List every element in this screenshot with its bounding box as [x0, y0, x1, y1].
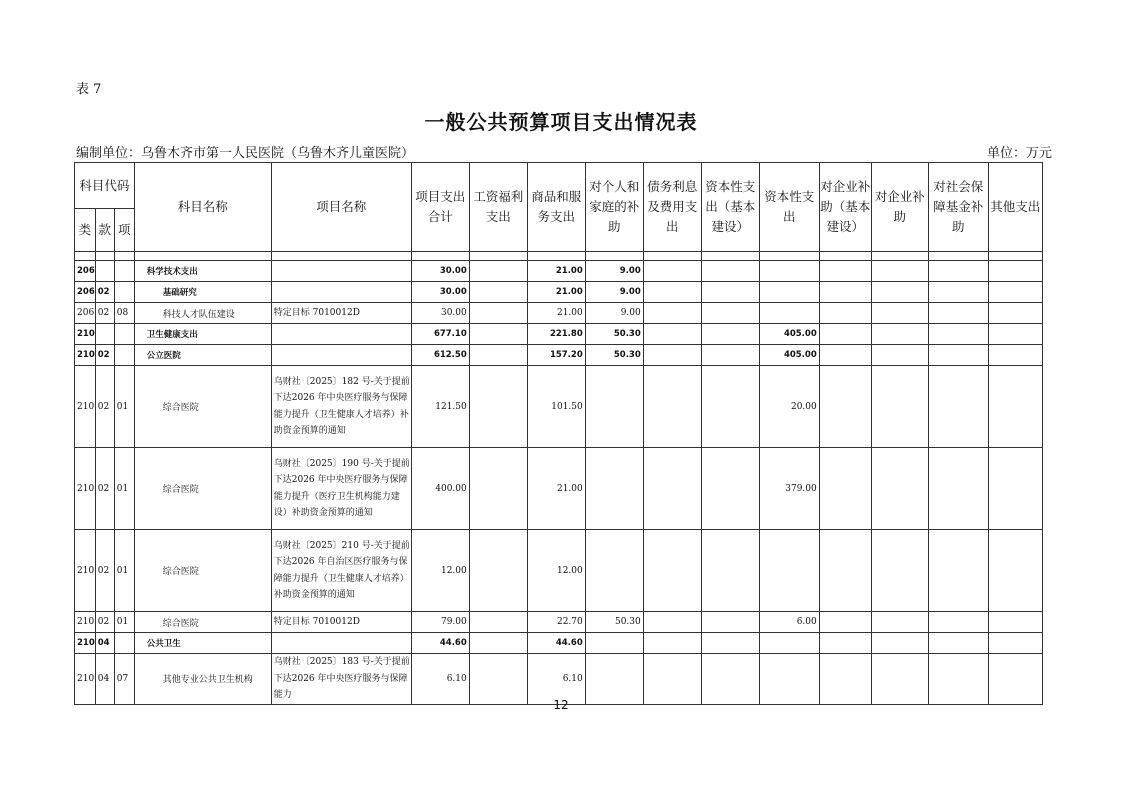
cell-project	[271, 282, 411, 303]
cell-lei: 210	[75, 530, 96, 612]
cell-capital: 20.00	[759, 366, 819, 448]
cell-kuan: 02	[95, 612, 114, 633]
cell-total: 6.10	[411, 654, 469, 705]
table-row	[75, 282, 1043, 303]
header-total: 项目支出合计	[411, 163, 469, 252]
cell-capital	[759, 282, 819, 303]
table-row	[75, 612, 1043, 633]
cell-social	[928, 530, 988, 612]
cell-capital-basic	[701, 324, 759, 345]
cell-other	[988, 448, 1042, 530]
cell-personal	[585, 366, 643, 448]
cell-subject-name: 卫生健康支出	[134, 324, 271, 345]
header-lei: 类	[75, 209, 96, 252]
header-social: 对社会保障基金补助	[928, 163, 988, 252]
cell-personal: 50.30	[585, 324, 643, 345]
cell-project: 特定目标 7010012D	[271, 303, 411, 324]
cell-enterprise	[871, 345, 928, 366]
cell-enterprise	[871, 324, 928, 345]
cell-goods: 21.00	[527, 261, 585, 282]
cell-debt	[643, 345, 701, 366]
cell-capital	[759, 261, 819, 282]
cell-social	[928, 345, 988, 366]
cell-debt	[643, 261, 701, 282]
cell-personal: 50.30	[585, 612, 643, 633]
cell-social	[928, 366, 988, 448]
cell-enterprise	[871, 282, 928, 303]
table-row	[75, 261, 1043, 282]
header-xiang: 项	[114, 209, 134, 252]
cell-capital-basic	[701, 366, 759, 448]
cell-enterprise-basic	[819, 282, 871, 303]
currency-unit: 单位：万元	[986, 146, 1052, 161]
header-goods: 商品和服务支出	[527, 163, 585, 252]
cell-enterprise	[871, 448, 928, 530]
cell-subject-name: 其他专业公共卫生机构	[134, 654, 271, 705]
cell-capital-basic	[701, 345, 759, 366]
table-row	[75, 654, 1043, 705]
cell-kuan	[95, 261, 114, 282]
cell-enterprise-basic	[819, 448, 871, 530]
table-row	[75, 633, 1043, 654]
cell-capital: 405.00	[759, 324, 819, 345]
cell-total: 79.00	[411, 612, 469, 633]
cell-goods: 6.10	[527, 654, 585, 705]
cell-debt	[643, 612, 701, 633]
cell-salary	[469, 324, 527, 345]
table-row	[75, 303, 1043, 324]
cell-salary	[469, 261, 527, 282]
cell-subject-name: 公立医院	[134, 345, 271, 366]
cell-capital-basic	[701, 261, 759, 282]
cell-kuan: 02	[95, 366, 114, 448]
cell-goods: 157.20	[527, 345, 585, 366]
cell-lei: 210	[75, 324, 96, 345]
cell-xiang: 01	[114, 366, 134, 448]
cell-enterprise	[871, 530, 928, 612]
cell-social	[928, 654, 988, 705]
cell-personal: 9.00	[585, 261, 643, 282]
cell-capital-basic	[701, 530, 759, 612]
cell-subject-name: 综合医院	[134, 612, 271, 633]
cell-goods: 21.00	[527, 303, 585, 324]
cell-other	[988, 366, 1042, 448]
cell-lei: 206	[75, 303, 96, 324]
cell-debt	[643, 366, 701, 448]
cell-enterprise	[871, 366, 928, 448]
cell-capital	[759, 303, 819, 324]
cell-kuan: 02	[95, 448, 114, 530]
cell-subject-name: 综合医院	[134, 366, 271, 448]
cell-salary	[469, 633, 527, 654]
cell-capital	[759, 633, 819, 654]
cell-enterprise	[871, 303, 928, 324]
cell-enterprise-basic	[819, 530, 871, 612]
cell-enterprise	[871, 612, 928, 633]
cell-lei: 206	[75, 282, 96, 303]
cell-debt	[643, 282, 701, 303]
cell-debt	[643, 633, 701, 654]
header-enterprise-basic: 对企业补助（基本建设）	[819, 163, 871, 252]
table-row	[75, 530, 1043, 612]
cell-personal	[585, 448, 643, 530]
cell-capital-basic	[701, 303, 759, 324]
cell-personal: 9.00	[585, 303, 643, 324]
cell-salary	[469, 282, 527, 303]
cell-enterprise-basic	[819, 654, 871, 705]
cell-goods: 21.00	[527, 448, 585, 530]
cell-capital-basic	[701, 448, 759, 530]
cell-subject-name: 基础研究	[134, 282, 271, 303]
cell-enterprise-basic	[819, 261, 871, 282]
cell-project: 乌财社〔2025〕190 号-关于提前下达2026 年中央医疗服务与保障能力提升（医疗卫生机构能力建设）补助资金预算的通知	[271, 448, 411, 530]
cell-other	[988, 633, 1042, 654]
cell-capital	[759, 530, 819, 612]
cell-personal	[585, 633, 643, 654]
cell-enterprise	[871, 654, 928, 705]
cell-salary	[469, 448, 527, 530]
cell-kuan: 02	[95, 303, 114, 324]
cell-social	[928, 448, 988, 530]
cell-xiang	[114, 282, 134, 303]
cell-social	[928, 324, 988, 345]
cell-goods: 22.70	[527, 612, 585, 633]
cell-social	[928, 282, 988, 303]
cell-kuan: 04	[95, 633, 114, 654]
cell-capital-basic	[701, 633, 759, 654]
cell-capital-basic	[701, 654, 759, 705]
cell-subject-name: 综合医院	[134, 530, 271, 612]
page-number: 12	[553, 698, 569, 712]
header-enterprise: 对企业补助	[871, 163, 928, 252]
cell-project	[271, 324, 411, 345]
cell-goods: 21.00	[527, 282, 585, 303]
cell-subject-name: 公共卫生	[134, 633, 271, 654]
cell-kuan	[95, 324, 114, 345]
cell-personal	[585, 654, 643, 705]
cell-xiang	[114, 324, 134, 345]
cell-lei: 210	[75, 612, 96, 633]
budget-table	[74, 162, 1043, 705]
header-subject-name: 科目名称	[134, 163, 271, 252]
cell-enterprise	[871, 633, 928, 654]
table-row	[75, 324, 1043, 345]
cell-xiang: 01	[114, 530, 134, 612]
cell-total: 12.00	[411, 530, 469, 612]
cell-subject-name: 科学技术支出	[134, 261, 271, 282]
cell-kuan: 02	[95, 345, 114, 366]
cell-project	[271, 345, 411, 366]
cell-xiang: 07	[114, 654, 134, 705]
cell-total: 30.00	[411, 303, 469, 324]
cell-debt	[643, 530, 701, 612]
cell-enterprise	[871, 261, 928, 282]
cell-enterprise-basic	[819, 366, 871, 448]
cell-enterprise-basic	[819, 633, 871, 654]
header-salary: 工资福利支出	[469, 163, 527, 252]
cell-debt	[643, 448, 701, 530]
cell-capital: 6.00	[759, 612, 819, 633]
cell-total: 612.50	[411, 345, 469, 366]
cell-lei: 210	[75, 633, 96, 654]
cell-other	[988, 612, 1042, 633]
cell-lei: 206	[75, 261, 96, 282]
cell-lei: 210	[75, 654, 96, 705]
header-project-name: 项目名称	[271, 163, 411, 252]
cell-capital: 405.00	[759, 345, 819, 366]
header-debt: 债务利息及费用支出	[643, 163, 701, 252]
header-other: 其他支出	[988, 163, 1042, 252]
cell-total: 677.10	[411, 324, 469, 345]
cell-debt	[643, 654, 701, 705]
cell-total: 30.00	[411, 261, 469, 282]
cell-xiang	[114, 261, 134, 282]
cell-debt	[643, 324, 701, 345]
cell-other	[988, 324, 1042, 345]
cell-capital-basic	[701, 282, 759, 303]
cell-other	[988, 303, 1042, 324]
cell-salary	[469, 654, 527, 705]
cell-debt	[643, 303, 701, 324]
header-subject-code: 科目代码	[75, 163, 135, 209]
cell-lei: 210	[75, 345, 96, 366]
cell-social	[928, 261, 988, 282]
cell-capital-basic	[701, 612, 759, 633]
cell-enterprise-basic	[819, 303, 871, 324]
header-kuan: 款	[95, 209, 114, 252]
cell-xiang	[114, 633, 134, 654]
page-title: 一般公共预算项目支出情况表	[424, 110, 698, 134]
cell-social	[928, 633, 988, 654]
cell-xiang: 01	[114, 448, 134, 530]
cell-total: 400.00	[411, 448, 469, 530]
cell-project	[271, 261, 411, 282]
cell-other	[988, 530, 1042, 612]
cell-lei: 210	[75, 448, 96, 530]
cell-salary	[469, 530, 527, 612]
cell-lei: 210	[75, 366, 96, 448]
cell-kuan: 02	[95, 282, 114, 303]
cell-xiang: 01	[114, 612, 134, 633]
table-row	[75, 366, 1043, 448]
cell-subject-name: 综合医院	[134, 448, 271, 530]
cell-capital: 379.00	[759, 448, 819, 530]
cell-goods: 101.50	[527, 366, 585, 448]
cell-subject-name: 科技人才队伍建设	[134, 303, 271, 324]
cell-project: 乌财社〔2025〕210 号-关于提前下达2026 年自治区医疗服务与保障能力提升（卫生健康人才培养）补助资金预算的通知	[271, 530, 411, 612]
cell-social	[928, 612, 988, 633]
cell-total: 121.50	[411, 366, 469, 448]
cell-enterprise-basic	[819, 324, 871, 345]
cell-enterprise-basic	[819, 345, 871, 366]
cell-social	[928, 303, 988, 324]
cell-personal: 50.30	[585, 345, 643, 366]
cell-project: 乌财社〔2025〕183 号-关于提前下达2026 年中央医疗服务与保障能力	[271, 654, 411, 705]
cell-goods: 221.80	[527, 324, 585, 345]
cell-capital	[759, 654, 819, 705]
header-capital-basic: 资本性支出（基本建设）	[701, 163, 759, 252]
cell-personal	[585, 530, 643, 612]
cell-xiang	[114, 345, 134, 366]
table-label: 表 7	[76, 82, 102, 97]
cell-other	[988, 654, 1042, 705]
cell-project: 特定目标 7010012D	[271, 612, 411, 633]
cell-goods: 44.60	[527, 633, 585, 654]
cell-salary	[469, 612, 527, 633]
cell-other	[988, 345, 1042, 366]
table-row	[75, 448, 1043, 530]
cell-goods: 12.00	[527, 530, 585, 612]
cell-kuan: 04	[95, 654, 114, 705]
cell-project	[271, 633, 411, 654]
cell-salary	[469, 303, 527, 324]
cell-salary	[469, 345, 527, 366]
cell-personal: 9.00	[585, 282, 643, 303]
table-row	[75, 345, 1043, 366]
cell-salary	[469, 366, 527, 448]
cell-xiang: 08	[114, 303, 134, 324]
cell-project: 乌财社〔2025〕182 号-关于提前下达2026 年中央医疗服务与保障能力提升（卫生健康人才培养）补助资金预算的通知	[271, 366, 411, 448]
cell-other	[988, 261, 1042, 282]
cell-total: 44.60	[411, 633, 469, 654]
header-personal: 对个人和家庭的补助	[585, 163, 643, 252]
cell-total: 30.00	[411, 282, 469, 303]
cell-enterprise-basic	[819, 612, 871, 633]
compiling-unit: 编制单位：乌鲁木齐市第一人民医院（乌鲁木齐儿童医院）	[76, 146, 415, 161]
cell-kuan: 02	[95, 530, 114, 612]
header-capital: 资本性支出	[759, 163, 819, 252]
cell-other	[988, 282, 1042, 303]
